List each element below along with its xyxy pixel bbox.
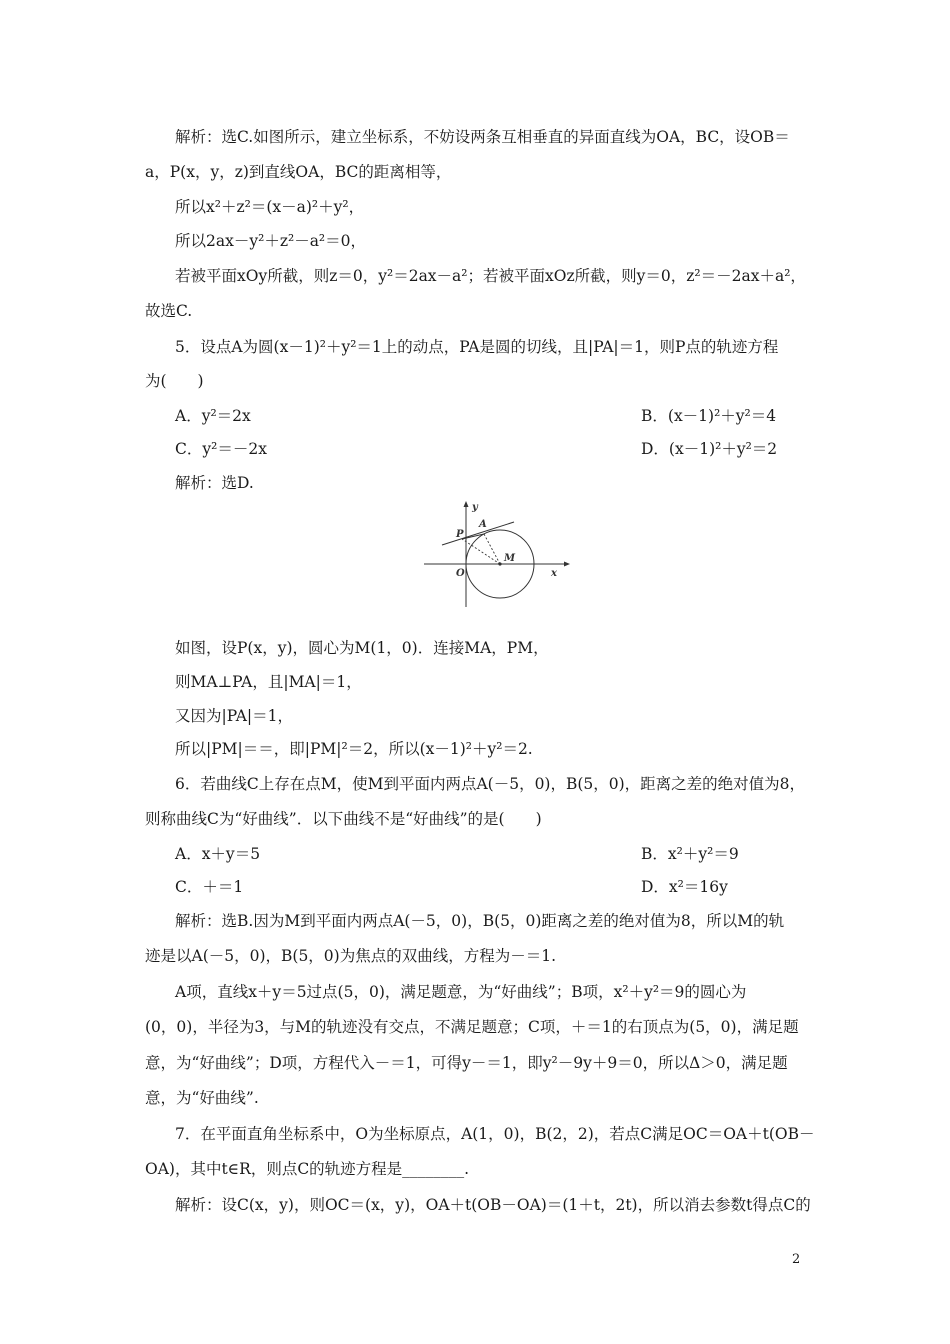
- text-line: a，P(x，y，z)到直线OA，BC的距离相等，: [145, 163, 452, 181]
- text-line: 所以x²＋z²＝(x－a)²＋y²，: [175, 198, 365, 216]
- text-line: OA)，其中t∈R，则点C的轨迹方程是________.: [145, 1160, 470, 1178]
- segment-ma: [484, 534, 500, 564]
- text-line: 迹是以A(－5，0)，B(5，0)为焦点的双曲线，方程为－＝1.: [145, 947, 557, 965]
- choice-c: C．y²＝－2x: [175, 440, 267, 458]
- x-axis-arrow: [564, 562, 570, 567]
- choice-b: B．x²＋y²＝9: [641, 845, 739, 863]
- text-line: 意，为“好曲线”.: [145, 1089, 259, 1107]
- text-line: A项，直线x＋y＝5过点(5，0)，满足题意，为“好曲线”；B项，x²＋y²＝9的圆心为: [175, 983, 747, 1001]
- label-y: y: [472, 502, 478, 513]
- point-m: [498, 562, 501, 565]
- text-line: 若被平面xOy所截，则z＝0，y²＝2ax－a²；若被平面xOz所截，则y＝0，z²＝－2ax＋a²，: [175, 267, 806, 285]
- text-line: 所以|PM|＝＝，即|PM|²＝2，所以(x－1)²＋y²＝2.: [175, 740, 533, 758]
- text-line: 如图，设P(x，y)，圆心为M(1，0)．连接MA，PM，: [175, 639, 549, 657]
- text-line: 意，为“好曲线”；D项，方程代入－＝1，可得y－＝1，即y²－9y＋9＝0，所以Δ＞0，满足题: [145, 1054, 788, 1072]
- choice-d: D．x²＝16y: [641, 878, 728, 896]
- choice-a: A．x＋y＝5: [175, 845, 261, 863]
- segment-pm: [462, 539, 500, 564]
- choice-c: C．＋＝1: [175, 878, 244, 896]
- circle-tangent-figure: [420, 497, 570, 609]
- label-x: x: [551, 568, 557, 579]
- choice-b: B．(x－1)²＋y²＝4: [641, 407, 777, 425]
- choice-a: A．y²＝2x: [175, 407, 251, 425]
- text-line: 故选C.: [145, 302, 193, 320]
- question-5-stem: 5．设点A为圆(x－1)²＋y²＝1上的动点，PA是圆的切线，且|PA|＝1，则P点的轨迹方程: [175, 338, 779, 356]
- text-line: 则MA⊥PA，且|MA|＝1，: [175, 673, 362, 691]
- text-line: 解析：选D.: [175, 474, 254, 492]
- text-line: 解析：选B.因为M到平面内两点A(－5，0)，B(5，0)距离之差的绝对值为8，所以M的轨: [175, 912, 785, 930]
- text-line: 所以2ax－y²＋z²－a²＝0，: [175, 232, 367, 250]
- text-line: (0，0)，半径为3，与M的轨迹没有交点，不满足题意；C项，＋＝1的右顶点为(5，0)，满足题: [145, 1018, 799, 1036]
- text-line: 解析：选C.如图所示，建立坐标系，不妨设两条互相垂直的异面直线为OA，BC，设OB＝: [175, 128, 790, 146]
- label-a: A: [479, 519, 487, 530]
- y-axis-arrow: [464, 501, 469, 507]
- text-line: 为( ): [145, 372, 204, 390]
- tangent-line: [442, 522, 514, 545]
- label-p: P: [456, 529, 464, 540]
- page-number: 2: [792, 1252, 801, 1267]
- label-m: M: [504, 553, 516, 564]
- question-6-stem: 6．若曲线C上存在点M，使M到平面内两点A(－5，0)，B(5，0)，距离之差的绝对值为8，: [175, 775, 806, 793]
- text-line: 解析：设C(x，y)，则OC＝(x，y)，OA＋t(OB－OA)＝(1＋t，2t)，所以消去参数t得点C的: [175, 1196, 811, 1214]
- choice-d: D．(x－1)²＋y²＝2: [641, 440, 778, 458]
- text-line: 则称曲线C为“好曲线”．以下曲线不是“好曲线”的是( ): [145, 810, 542, 828]
- question-7-stem: 7．在平面直角坐标系中，O为坐标原点，A(1，0)，B(2，2)，若点C满足OC＝OA＋t(OB－: [175, 1125, 815, 1143]
- label-o: O: [456, 568, 465, 579]
- text-line: 又因为|PA|＝1，: [175, 707, 294, 725]
